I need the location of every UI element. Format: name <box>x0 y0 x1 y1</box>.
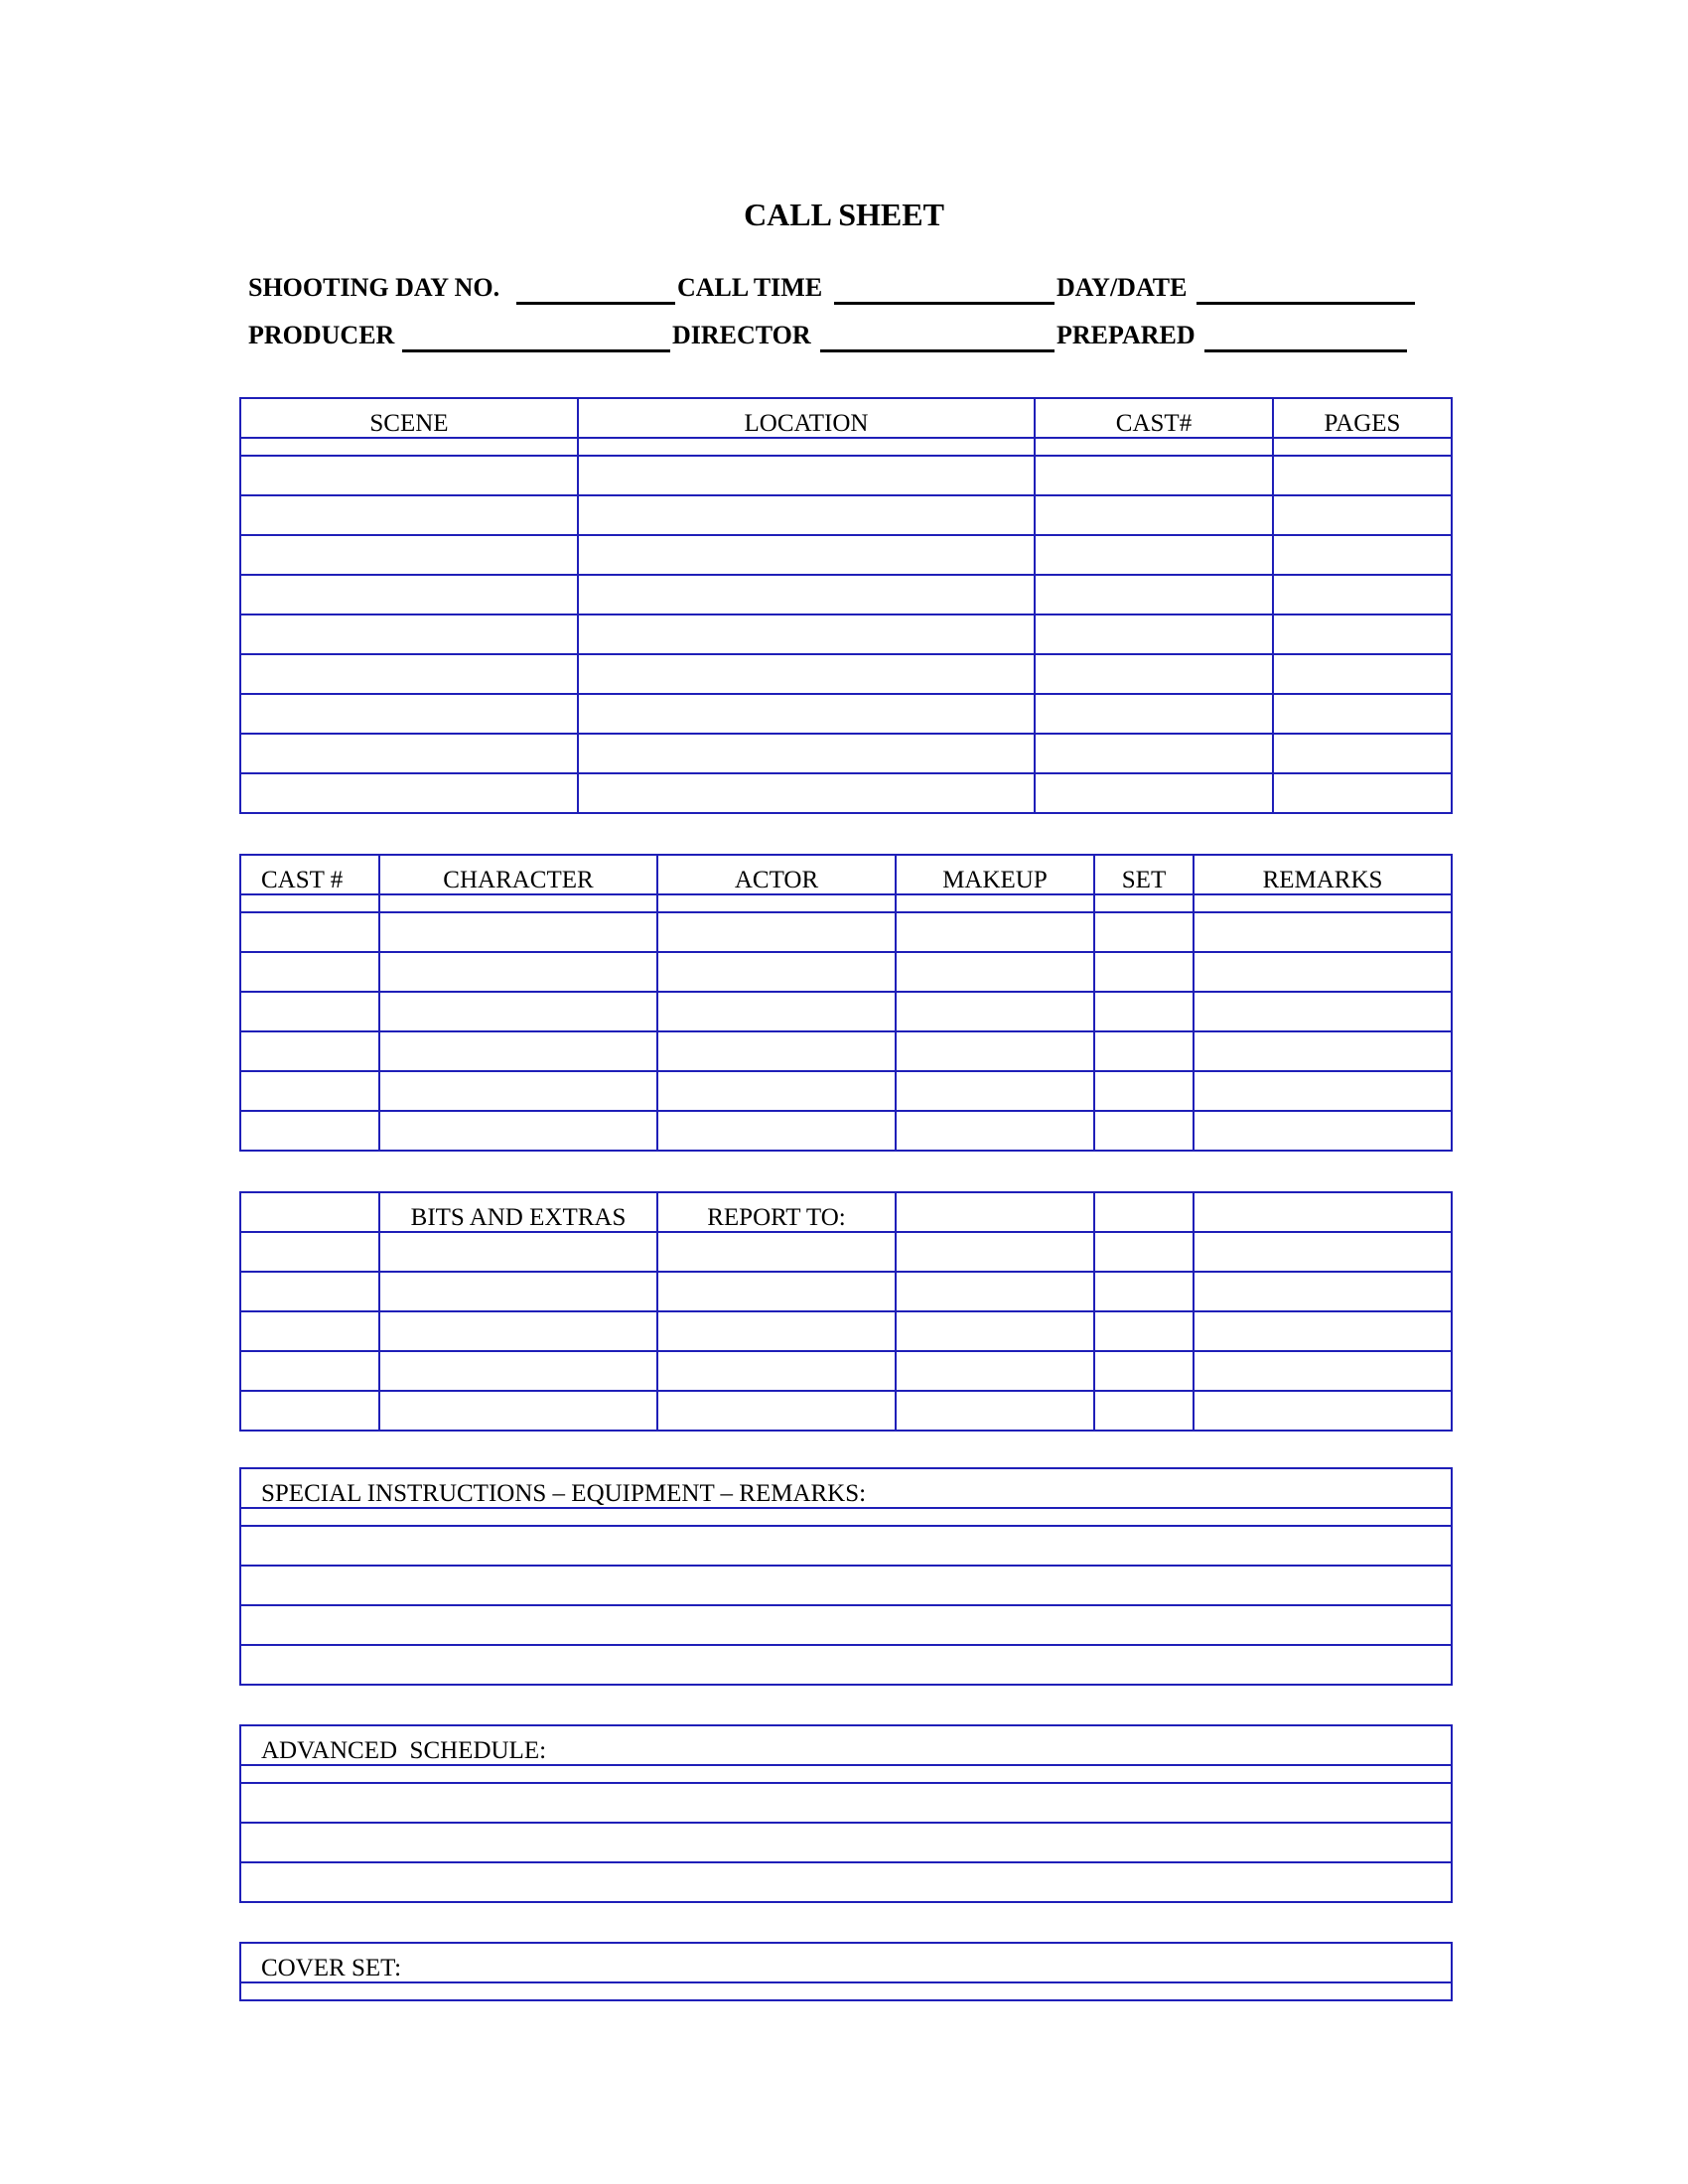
table-cell[interactable] <box>379 952 657 992</box>
table-cell[interactable] <box>240 575 578 614</box>
table-cell[interactable] <box>1273 694 1452 734</box>
table-cell[interactable] <box>1094 1391 1194 1431</box>
table-cell[interactable] <box>1194 1391 1452 1431</box>
prepared-field[interactable] <box>1204 349 1407 352</box>
advanced-schedule-label: ADVANCED SCHEDULE: <box>240 1725 1452 1765</box>
shooting-day-label: SHOOTING DAY NO. <box>248 273 500 302</box>
table-row <box>240 1982 1452 2000</box>
table-row <box>240 575 1452 614</box>
table-cell[interactable] <box>240 1526 1452 1566</box>
table-cell[interactable] <box>1194 1071 1452 1111</box>
column-header-scene: SCENE <box>240 398 578 438</box>
table-cell[interactable] <box>578 456 1035 495</box>
table-cell[interactable] <box>896 1111 1094 1151</box>
producer-field[interactable] <box>402 349 670 352</box>
table-cell[interactable] <box>240 654 578 694</box>
table-cell[interactable] <box>1035 734 1273 773</box>
table-cell[interactable] <box>240 1351 379 1391</box>
table-row <box>240 1311 1452 1351</box>
table-cell[interactable] <box>1035 614 1273 654</box>
scene-table <box>239 397 1453 814</box>
table-row <box>240 1566 1452 1605</box>
table-cell[interactable] <box>379 1272 657 1311</box>
special-instructions-label: SPECIAL INSTRUCTIONS – EQUIPMENT – REMARKS: <box>240 1468 1452 1508</box>
table-cell[interactable] <box>896 1351 1094 1391</box>
table-cell[interactable] <box>657 912 896 952</box>
table-cell[interactable] <box>240 694 578 734</box>
table-row <box>240 1508 1452 1526</box>
table-cell[interactable] <box>1035 654 1273 694</box>
table-cell[interactable] <box>240 1508 1452 1526</box>
table-cell[interactable] <box>578 614 1035 654</box>
table-cell[interactable] <box>1094 912 1194 952</box>
table-cell[interactable] <box>1094 1031 1194 1071</box>
cover-set-label: COVER SET: <box>240 1943 1452 1982</box>
table-cell[interactable] <box>578 773 1035 813</box>
table-cell[interactable] <box>1094 1192 1194 1232</box>
table-row <box>240 694 1452 734</box>
table-cell[interactable] <box>896 1071 1094 1111</box>
table-cell[interactable] <box>1094 1351 1194 1391</box>
cast-table <box>239 854 1453 1152</box>
table-row <box>240 1526 1452 1566</box>
table-cell[interactable] <box>1035 694 1273 734</box>
table-row <box>240 1605 1452 1645</box>
table-cell[interactable] <box>1194 1351 1452 1391</box>
column-header-location: LOCATION <box>578 398 1035 438</box>
special-instructions-table <box>239 1467 1453 1686</box>
producer-label: PRODUCER <box>248 321 395 349</box>
prepared-label: PREPARED <box>1056 321 1196 349</box>
cover-set-header <box>240 1943 1452 1982</box>
director-field[interactable] <box>820 349 1055 352</box>
table-cell[interactable] <box>240 1605 1452 1645</box>
table-cell[interactable] <box>240 495 578 535</box>
table-row <box>240 495 1452 535</box>
table-cell[interactable] <box>1035 535 1273 575</box>
table-cell[interactable] <box>1035 438 1273 456</box>
page-title: CALL SHEET <box>744 197 944 232</box>
table-cell[interactable] <box>1194 912 1452 952</box>
table-cell[interactable] <box>240 734 578 773</box>
table-cell[interactable] <box>896 1391 1094 1431</box>
table-cell[interactable] <box>896 1272 1094 1311</box>
day-date-label: DAY/DATE <box>1056 273 1188 302</box>
table-cell[interactable] <box>578 654 1035 694</box>
table-cell[interactable] <box>657 1391 896 1431</box>
table-cell[interactable] <box>379 894 657 912</box>
table-cell[interactable] <box>1094 1111 1194 1151</box>
table-cell[interactable] <box>896 992 1094 1031</box>
table-cell[interactable] <box>657 1351 896 1391</box>
table-cell[interactable] <box>240 1982 1452 2000</box>
table-cell[interactable] <box>1035 456 1273 495</box>
table-cell[interactable] <box>657 992 896 1031</box>
table-cell[interactable] <box>240 1232 379 1272</box>
table-row <box>240 773 1452 813</box>
table-cell[interactable] <box>1094 952 1194 992</box>
table-cell[interactable] <box>1194 1232 1452 1272</box>
table-row <box>240 1645 1452 1685</box>
table-cell[interactable] <box>657 1272 896 1311</box>
shooting-day-field[interactable] <box>516 302 675 305</box>
table-cell[interactable] <box>1194 992 1452 1031</box>
table-cell[interactable] <box>1035 495 1273 535</box>
table-row <box>240 734 1452 773</box>
table-row <box>240 438 1452 456</box>
table-cell[interactable] <box>657 1311 896 1351</box>
table-cell[interactable] <box>379 1391 657 1431</box>
table-cell[interactable] <box>379 1232 657 1272</box>
table-cell[interactable] <box>240 614 578 654</box>
table-cell[interactable] <box>240 952 379 992</box>
table-cell[interactable] <box>896 1192 1094 1232</box>
column-header-remarks: REMARKS <box>1194 855 1452 894</box>
table-cell[interactable] <box>1194 952 1452 992</box>
column-header-bits-and-extras: BITS AND EXTRAS <box>379 1192 657 1232</box>
table-row <box>240 1272 1452 1311</box>
table-cell[interactable] <box>1094 1272 1194 1311</box>
table-row <box>240 1862 1452 1902</box>
table-cell[interactable] <box>578 495 1035 535</box>
table-cell[interactable] <box>1094 894 1194 912</box>
table-row <box>240 1351 1452 1391</box>
table-cell[interactable] <box>240 1192 379 1232</box>
table-row <box>240 992 1452 1031</box>
day-date-field[interactable] <box>1196 302 1415 305</box>
table-row <box>240 654 1452 694</box>
table-cell[interactable] <box>1194 894 1452 912</box>
table-cell[interactable] <box>240 456 578 495</box>
table-cell[interactable] <box>240 1311 379 1351</box>
table-cell[interactable] <box>240 1645 1452 1685</box>
table-cell[interactable] <box>1273 773 1452 813</box>
table-cell[interactable] <box>379 1311 657 1351</box>
table-cell[interactable] <box>240 1272 379 1311</box>
table-cell[interactable] <box>379 1071 657 1111</box>
table-row <box>240 1031 1452 1071</box>
special-instructions-header <box>240 1468 1452 1508</box>
table-row <box>240 1111 1452 1151</box>
table-row <box>240 912 1452 952</box>
table-cell[interactable] <box>657 1232 896 1272</box>
advanced-schedule-header <box>240 1725 1452 1765</box>
table-cell[interactable] <box>657 952 896 992</box>
table-cell[interactable] <box>657 1071 896 1111</box>
cover-set-table <box>239 1942 1453 2001</box>
table-cell[interactable] <box>379 992 657 1031</box>
table-cell[interactable] <box>240 1765 1452 1783</box>
column-header-actor: ACTOR <box>657 855 896 894</box>
table-cell[interactable] <box>657 1111 896 1151</box>
table-cell[interactable] <box>578 694 1035 734</box>
table-cell[interactable] <box>240 1823 1452 1862</box>
table-cell[interactable] <box>240 1071 379 1111</box>
table-cell[interactable] <box>578 535 1035 575</box>
table-cell[interactable] <box>1273 575 1452 614</box>
table-cell[interactable] <box>240 894 379 912</box>
table-cell[interactable] <box>657 894 896 912</box>
table-cell[interactable] <box>379 1031 657 1071</box>
table-cell[interactable] <box>1273 654 1452 694</box>
column-header-cast-number: CAST # <box>240 855 379 894</box>
table-row <box>240 1765 1452 1783</box>
cast-table-header <box>240 855 1452 894</box>
table-row <box>240 1823 1452 1862</box>
table-cell[interactable] <box>240 535 578 575</box>
table-cell[interactable] <box>896 952 1094 992</box>
call-time-field[interactable] <box>834 302 1055 305</box>
table-cell[interactable] <box>379 1111 657 1151</box>
column-header-cast-number: CAST# <box>1035 398 1273 438</box>
column-header-report-to: REPORT TO: <box>657 1192 896 1232</box>
bits-and-extras-table <box>239 1191 1453 1432</box>
table-cell[interactable] <box>1094 1071 1194 1111</box>
table-cell[interactable] <box>1194 1192 1452 1232</box>
scene-table-header <box>240 398 1452 438</box>
table-cell[interactable] <box>1035 575 1273 614</box>
column-header-pages: PAGES <box>1273 398 1452 438</box>
table-cell[interactable] <box>896 1232 1094 1272</box>
table-cell[interactable] <box>578 734 1035 773</box>
call-time-label: CALL TIME <box>677 273 823 302</box>
table-cell[interactable] <box>896 1031 1094 1071</box>
table-cell[interactable] <box>1273 495 1452 535</box>
table-row <box>240 894 1452 912</box>
table-cell[interactable] <box>896 1311 1094 1351</box>
table-cell[interactable] <box>896 894 1094 912</box>
extras-table-header <box>240 1192 1452 1232</box>
table-cell[interactable] <box>1273 614 1452 654</box>
table-cell[interactable] <box>578 575 1035 614</box>
table-cell[interactable] <box>240 1031 379 1071</box>
table-cell[interactable] <box>578 438 1035 456</box>
column-header-character: CHARACTER <box>379 855 657 894</box>
table-row <box>240 1391 1452 1431</box>
column-header-makeup: MAKEUP <box>896 855 1094 894</box>
table-cell[interactable] <box>379 912 657 952</box>
table-cell[interactable] <box>657 1031 896 1071</box>
table-row <box>240 614 1452 654</box>
table-cell[interactable] <box>1094 1232 1194 1272</box>
table-cell[interactable] <box>1094 1311 1194 1351</box>
table-row <box>240 535 1452 575</box>
table-cell[interactable] <box>240 773 578 813</box>
table-cell[interactable] <box>1194 1311 1452 1351</box>
table-cell[interactable] <box>240 912 379 952</box>
table-cell[interactable] <box>1194 1272 1452 1311</box>
table-cell[interactable] <box>1273 535 1452 575</box>
director-label: DIRECTOR <box>672 321 811 349</box>
table-cell[interactable] <box>240 1783 1452 1823</box>
table-cell[interactable] <box>1273 456 1452 495</box>
table-cell[interactable] <box>1194 1031 1452 1071</box>
table-cell[interactable] <box>379 1351 657 1391</box>
table-cell[interactable] <box>240 1862 1452 1902</box>
table-cell[interactable] <box>1035 773 1273 813</box>
table-cell[interactable] <box>240 992 379 1031</box>
table-cell[interactable] <box>240 1111 379 1151</box>
table-row <box>240 1071 1452 1111</box>
table-cell[interactable] <box>1273 734 1452 773</box>
table-cell[interactable] <box>240 1566 1452 1605</box>
table-row <box>240 952 1452 992</box>
table-cell[interactable] <box>240 438 578 456</box>
column-header-set: SET <box>1094 855 1194 894</box>
table-cell[interactable] <box>240 1391 379 1431</box>
table-cell[interactable] <box>1273 438 1452 456</box>
table-row <box>240 456 1452 495</box>
table-row <box>240 1783 1452 1823</box>
table-cell[interactable] <box>1094 992 1194 1031</box>
table-row <box>240 1232 1452 1272</box>
advanced-schedule-table <box>239 1724 1453 1903</box>
table-cell[interactable] <box>1194 1111 1452 1151</box>
table-cell[interactable] <box>896 912 1094 952</box>
